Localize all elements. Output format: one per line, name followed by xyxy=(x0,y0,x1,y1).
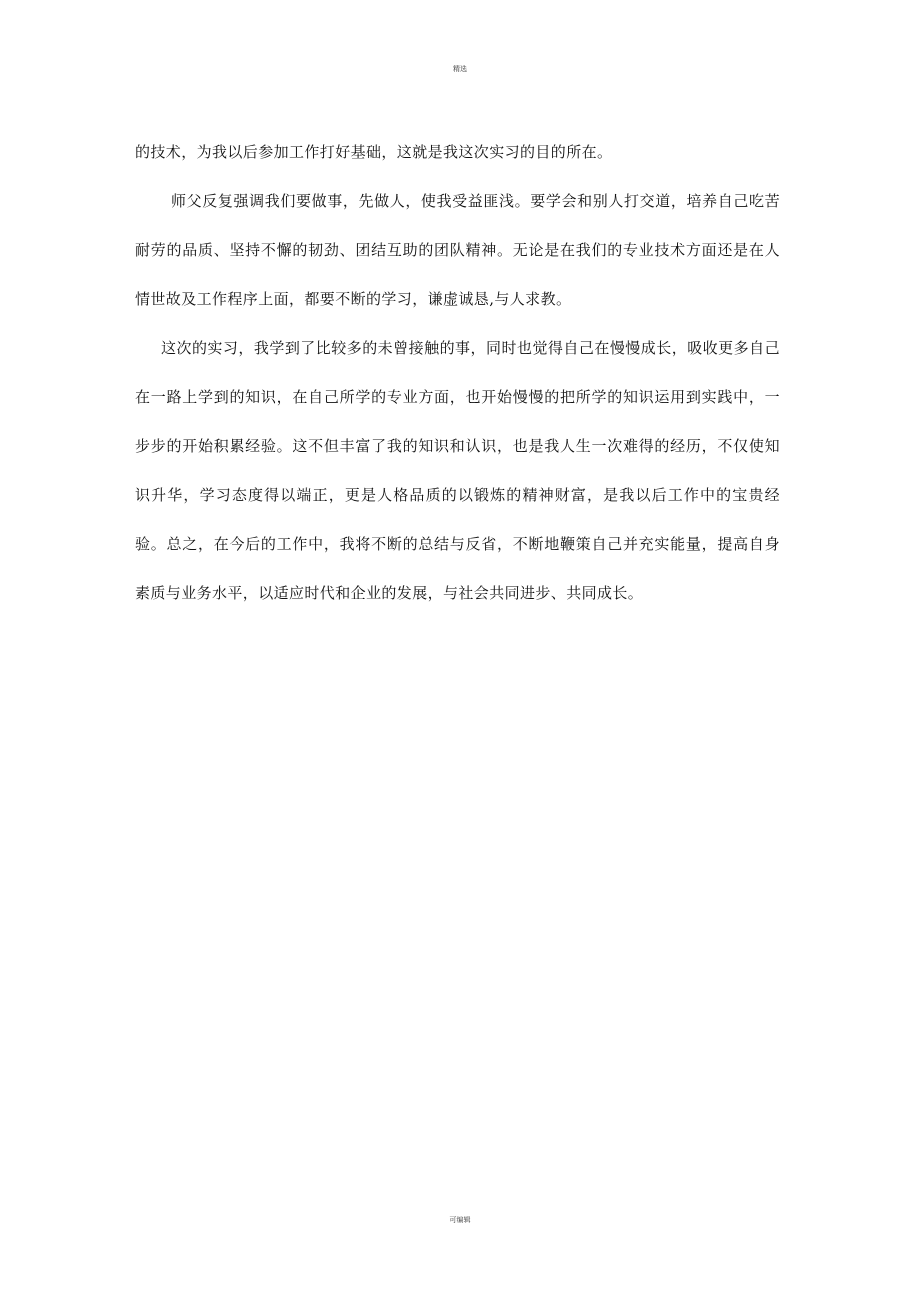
page-header: 精选 xyxy=(453,65,467,73)
paragraph-2: 师父反复强调我们要做事，先做人，使我受益匪浅。要学会和别人打交道，培养自己吃苦耐劳的品质、坚持不懈的韧劲、团结互助的团队精神。无论是在我们的专业技术方面还是在人情世故及工作程序上面，都要不断的学习，谦虚诚恳,与人求教。 xyxy=(135,192,780,308)
paragraph-3: 这次的实习，我学到了比较多的未曾接触的事，同时也觉得自己在慢慢成长，吸收更多自己在一路上学到的知识，在自己所学的专业方面，也开始慢慢的把所学的知识运用到实践中，一步步的开始积累经验。这不但丰富了我的知识和认识，也是我人生一次难得的经历，不仅使知识升华，学习态度得以端正，更是人格品质的以锻炼的精神财富，是我以后工作中的宝贵经验。总之，在今后的工作中，我将不断的总结与反省，不断地鞭策自己并充实能量，提高自身素质与业务水平，以适应时代和企业的发展，与社会共同进步、共同成长。 xyxy=(135,339,780,602)
page-footer: 可编辑 xyxy=(449,1216,471,1224)
paragraph-1: 的技术，为我以后参加工作打好基础，这就是我这次实习的目的所在。 xyxy=(135,143,613,161)
document-body xyxy=(135,128,780,618)
